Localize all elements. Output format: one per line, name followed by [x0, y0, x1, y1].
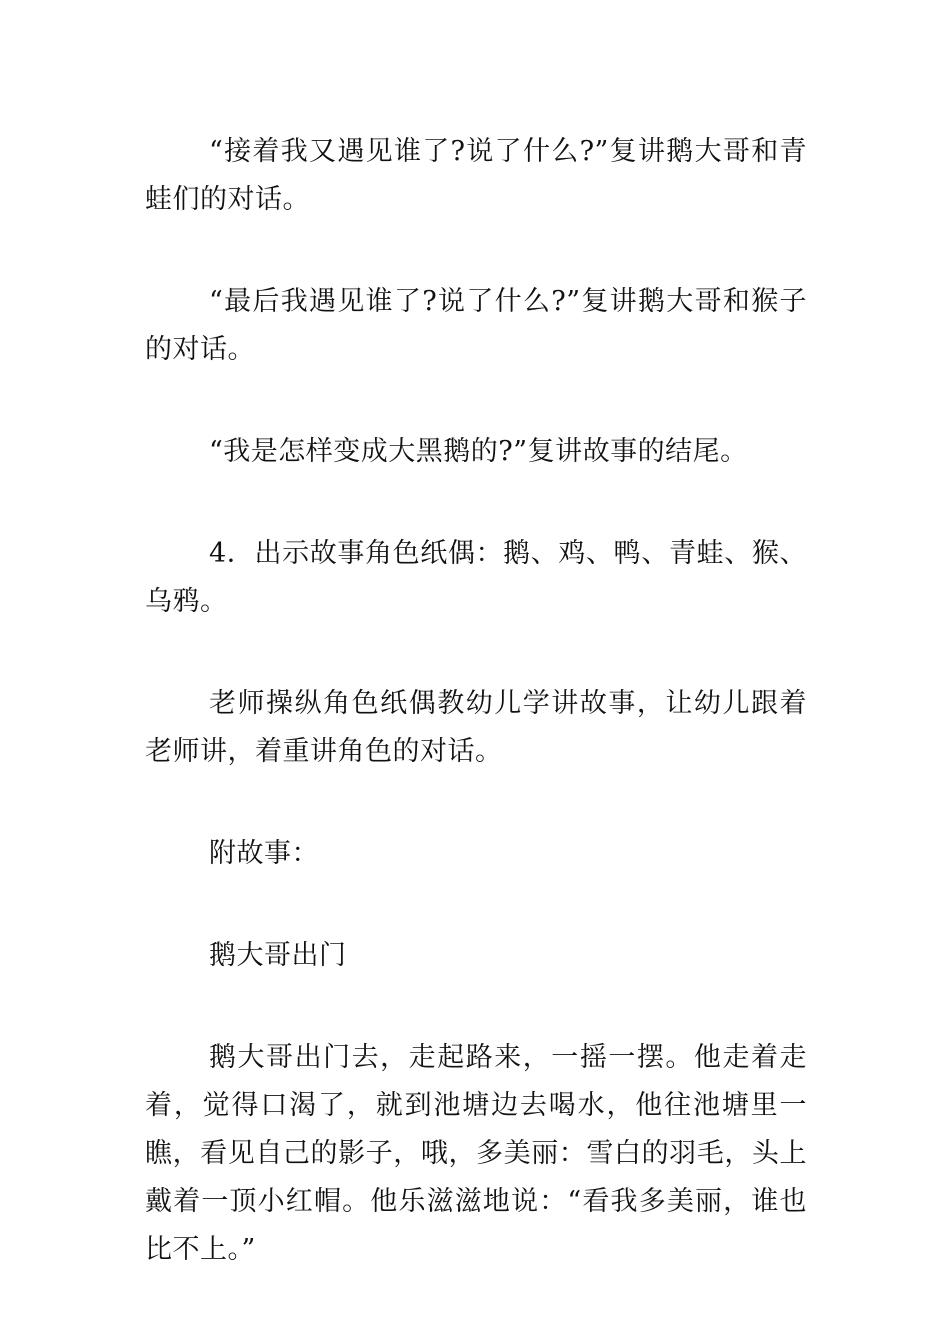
- story-title: 鹅大哥出门: [209, 940, 347, 971]
- paragraph-retell-frogs: “接着我又遇见谁了?说了什么?”复讲鹅大哥和青蛙们的对话。: [145, 136, 807, 215]
- paragraph-retell-monkey: “最后我遇见谁了?说了什么?”复讲鹅大哥和猴子的对话。: [145, 286, 807, 365]
- paragraph-teacher-puppets: 老师操纵角色纸偶教幼儿学讲故事，让幼儿跟着老师讲，着重讲角色的对话。: [145, 688, 807, 767]
- story-paragraph: 鹅大哥出门去，走起路来，一摇一摆。他走着走着，觉得口渴了，就到池塘边去喝水，他往池塘里一瞧，看见自己的影子，哦，多美丽：雪白的羽毛，头上戴着一顶小红帽。他乐滋滋地说：“看我多美丽，谁也比不上。”: [145, 1042, 807, 1265]
- paragraph-step-4: 4．出示故事角色纸偶：鹅、鸡、鸭、青蛙、猴、乌鸦。: [145, 538, 807, 617]
- appendix-heading: 附故事：: [209, 838, 319, 869]
- document-body: [145, 128, 807, 1274]
- paragraph-retell-ending: “我是怎样变成大黑鹅的?”复讲故事的结尾。: [209, 436, 748, 467]
